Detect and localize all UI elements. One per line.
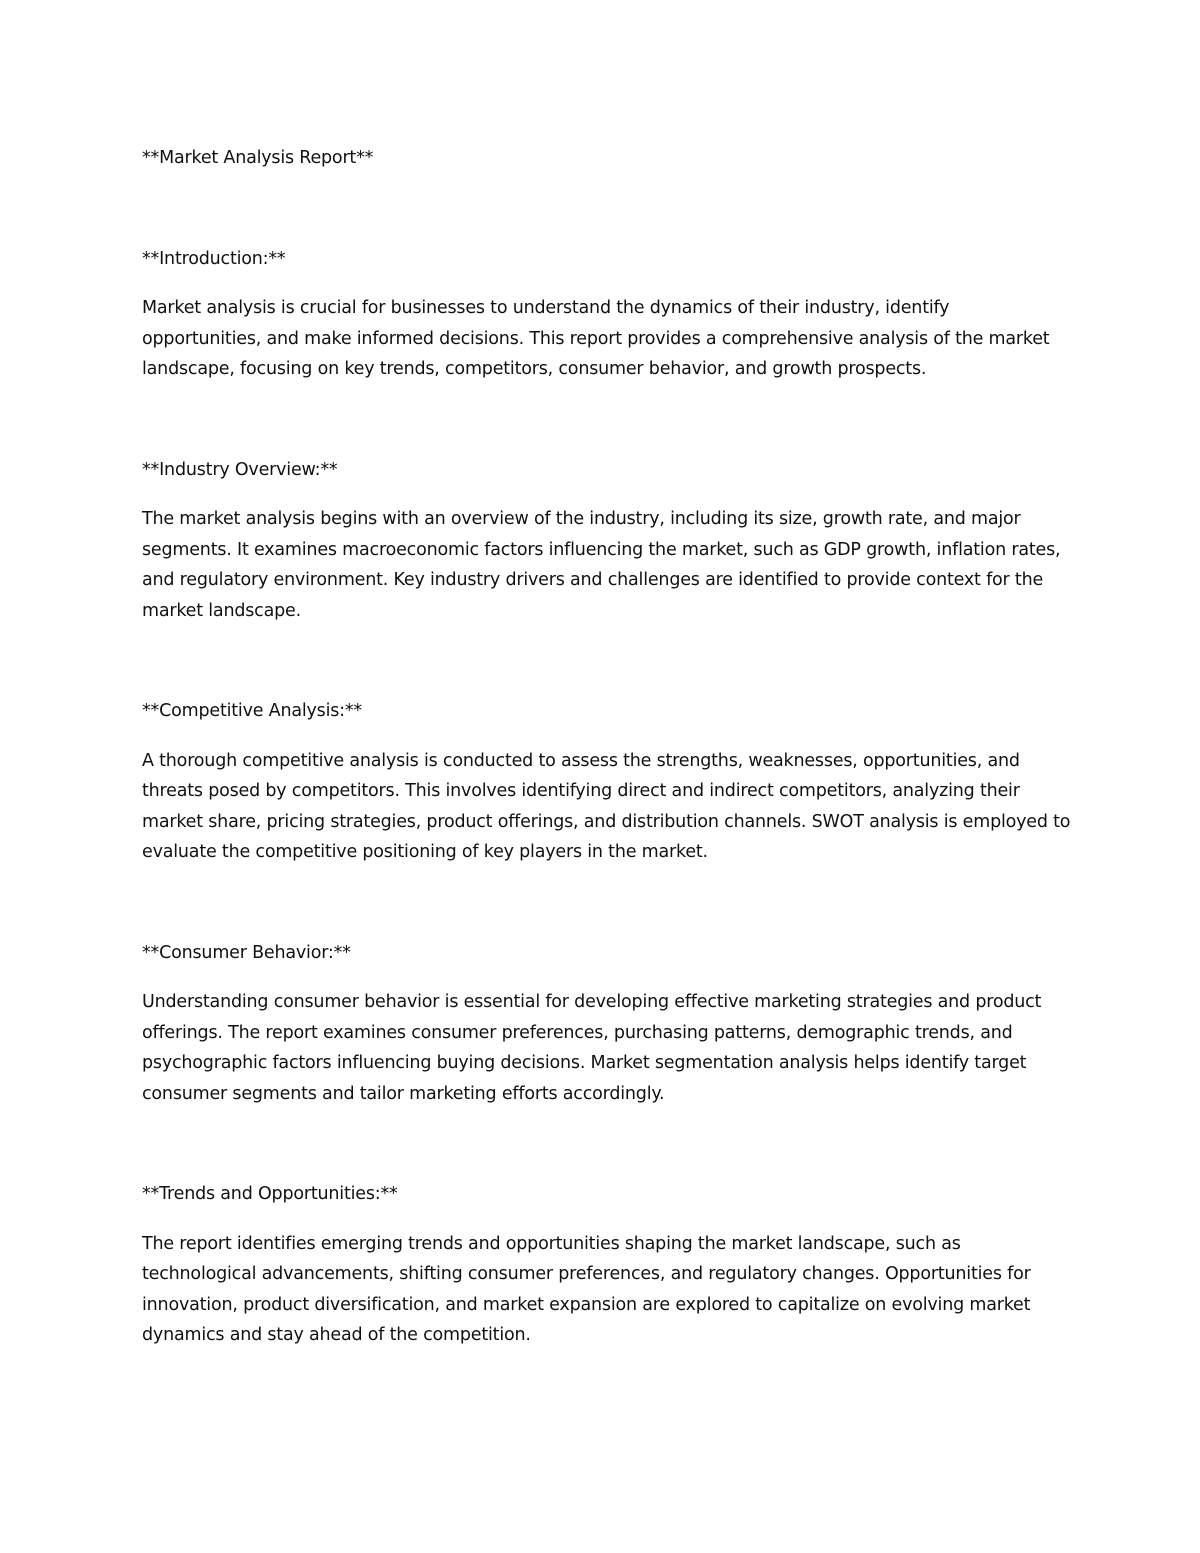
document-title: **Market Analysis Report** xyxy=(142,148,374,168)
section-heading: **Consumer Behavior:** xyxy=(142,942,351,963)
section-competitive-analysis xyxy=(142,696,1072,868)
section-introduction xyxy=(142,244,1072,385)
section-heading: **Industry Overview:** xyxy=(142,459,338,480)
section-paragraph: Market analysis is crucial for businesses to understand the dynamics of their industry, identify opportunities, and make informed decisions. This report provides a comprehensive analysis of the market landscape, focusing on key trends, competitors, consumer behavior, and growth prospects. xyxy=(142,298,1050,379)
section-heading: **Trends and Opportunities:** xyxy=(142,1184,398,1204)
section-paragraph: The report identifies emerging trends and opportunities shaping the market landscape, such as technological advancements, shifting consumer preferences, and regulatory changes. Opportunities for innovation, product diversification, and market expansion are explored to capitalize on evolving market dynamics and stay ahead of the competition. xyxy=(142,1233,1031,1345)
section-industry-overview xyxy=(142,455,1072,627)
document-body xyxy=(142,143,1072,1351)
section-trends-opportunities xyxy=(142,1179,1072,1351)
section-paragraph: A thorough competitive analysis is conducted to assess the strengths, weaknesses, opportunities, and threats posed by competitors. This involves identifying direct and indirect competitors, analyzing their market share, pricing strategies, product offerings, and distribution channels. SWOT analysis is employed to evaluate the competitive positioning of key players in the market. xyxy=(142,750,1071,862)
section-consumer-behavior xyxy=(142,938,1072,1110)
section-heading: **Competitive Analysis:** xyxy=(142,701,362,721)
section-heading: **Introduction:** xyxy=(142,248,286,269)
section-paragraph: The market analysis begins with an overview of the industry, including its size, growth rate, and major segments. It examines macroeconomic factors influencing the market, such as GDP growth, inflation rates, and regulatory environment. Key industry drivers and challenges are identified to provide context for the market landscape. xyxy=(142,509,1061,621)
section-paragraph: Understanding consumer behavior is essential for developing effective marketing strategies and product offerings. The report examines consumer preferences, purchasing patterns, demographic trends, and psychographic factors influencing buying decisions. Market segmentation analysis helps identify target consumer segments and tailor marketing efforts accordingly. xyxy=(142,992,1042,1104)
